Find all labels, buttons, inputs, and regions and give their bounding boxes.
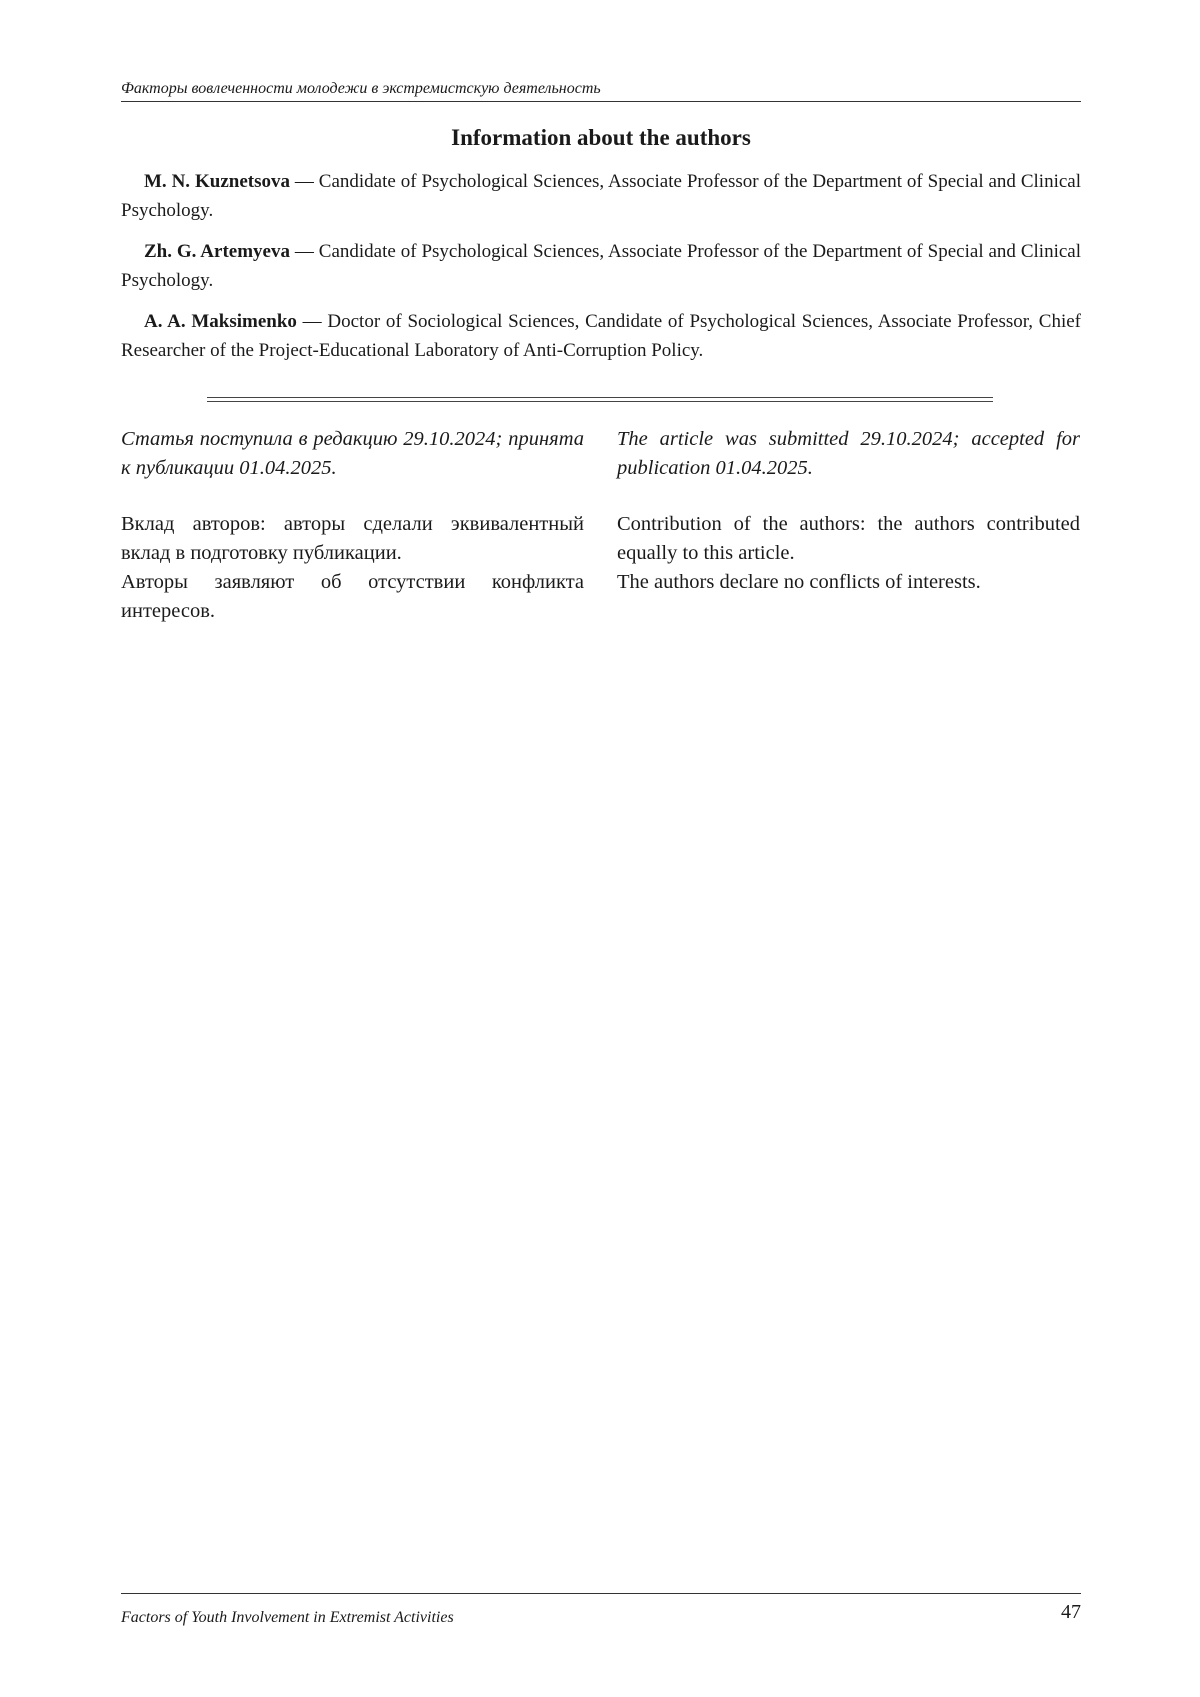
conflicts-ru: Авторы заявляют об отсутствии конфликта интересов. [121,571,584,622]
page-number: 47 [1061,1601,1081,1623]
conflicts-en: The authors declare no conflicts of interests. [617,571,981,593]
running-foot [121,1593,1081,1628]
author-name: A. A. Maksimenko [144,311,297,332]
section-title: Information about the authors [451,125,751,150]
running-head [121,79,1081,102]
author-description: — Candidate of Psychological Sciences, Associate Professor of the Department of Special and Clinical Psychology. [121,241,1081,291]
author-description: — Doctor of Sociological Sciences, Candidate of Psychological Sciences, Associate Professor, Chief Researcher of the Project-Educational Laboratory of Anti-Corruption Policy. [121,311,1081,361]
author-entry-maksimenko [121,308,1081,365]
english-column [617,425,1080,597]
author-entry-kuznetsova [121,168,1081,225]
author-name: M. N. Kuznetsova [144,171,290,192]
running-head-title: Факторы вовлеченности молодежи в экстремистскую деятельность [121,80,601,97]
authors-list [121,168,1081,378]
submission-dates-en: The article was submitted 29.10.2024; accepted for publication 01.04.2025. [617,428,1080,479]
contribution-en: Contribution of the authors: the authors contributed equally to this article. [617,513,1080,564]
submission-dates-ru: Статья поступила в редакцию 29.10.2024; принята к публикации 01.04.2025. [121,428,584,479]
contribution-ru: Вклад авторов: авторы сделали эквивалентный вклад в подготовку публикации. [121,513,584,564]
double-rule-divider [207,397,993,402]
author-entry-artemyeva [121,238,1081,295]
author-description: — Candidate of Psychological Sciences, Associate Professor of the Department of Special and Clinical Psychology. [121,171,1081,221]
running-foot-title: Factors of Youth Involvement in Extremist Activities [121,1609,454,1626]
russian-column [121,425,584,626]
author-name: Zh. G. Artemyeva [144,241,290,262]
